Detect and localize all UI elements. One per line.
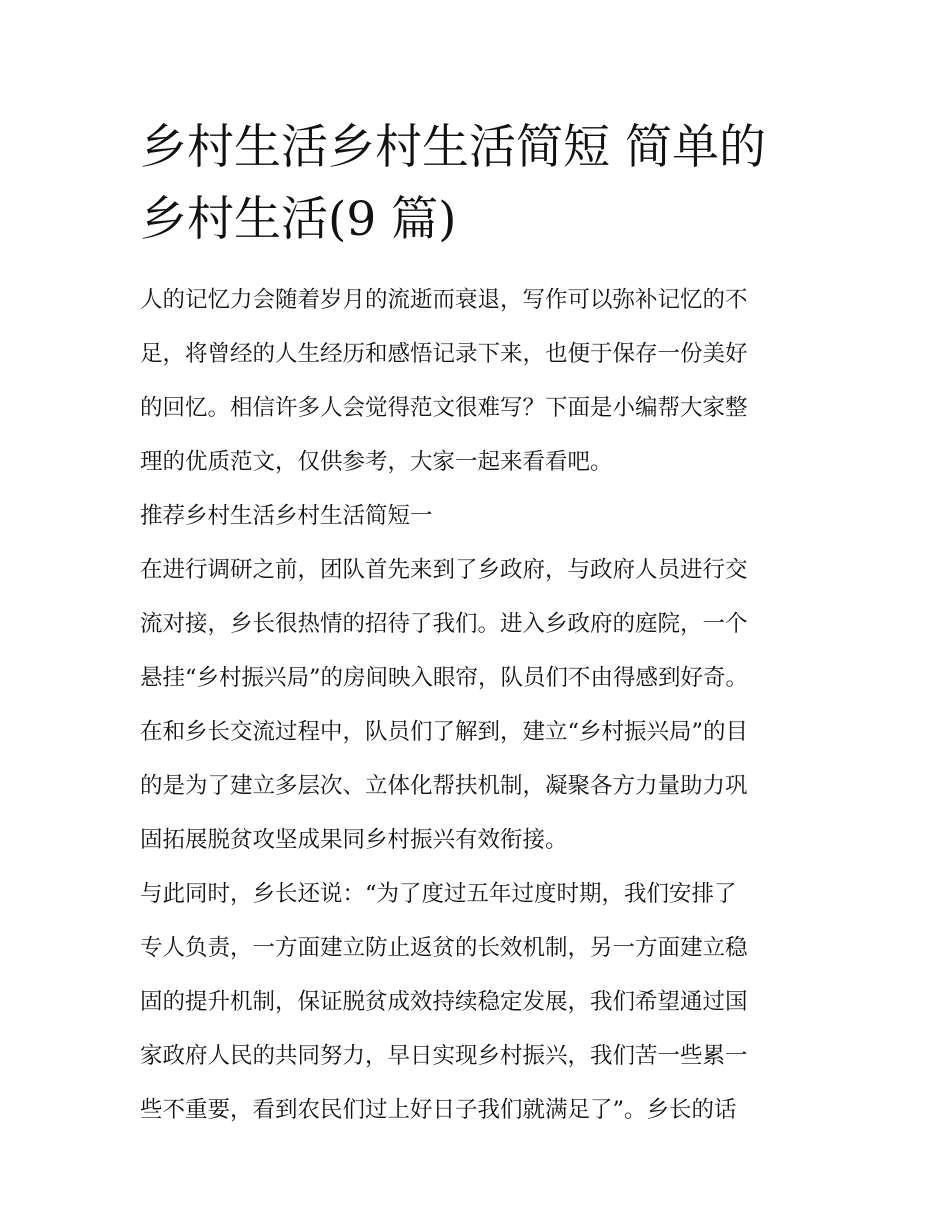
document-title: 乡村生活乡村生活简短 简单的 乡村生活(9 篇)	[140, 120, 766, 247]
intro-paragraph: 人的记忆力会随着岁月的流逝而衰退，写作可以弥补记忆的不 足，将曾经的人生经历和感悟记录下来，也便于保存一份美好 的回忆。相信许多人会觉得范文很难写？下面是小编帮大家整 理的优质范文，仅供参考，大家一起来看看吧。	[140, 287, 748, 475]
body-paragraph-1: 在进行调研之前，团队首先来到了乡政府，与政府人员进行交 流对接，乡长很热情的招待了我们。进入乡政府的庭院，一个 悬挂“乡村振兴局”的房间映入眼帘，队员们不由得感到好奇。 在和乡长交流过程中，队员们了解到，建立“乡村振兴局”的目 的是为了建立多层次、立体化帮扶机制，凝聚各方力量助力巩 固拓展脱贫攻坚成果同乡村振兴有效衔接。	[140, 557, 749, 853]
body-paragraph-2: 与此同时，乡长还说：“为了度过五年过度时期，我们安排了 专人负责，一方面建立防止返贫的长效机制，另一方面建立稳 固的提升机制，保证脱贫成效持续稳定发展，我们希望通过国 家政府人民的共同努力，早日实现乡村振兴，我们苦一些累一 些不重要，看到农民们过上好日子我们就满足了”。乡长的话	[140, 881, 748, 1123]
section-heading: 推荐乡村生活乡村生活简短一	[140, 503, 433, 529]
